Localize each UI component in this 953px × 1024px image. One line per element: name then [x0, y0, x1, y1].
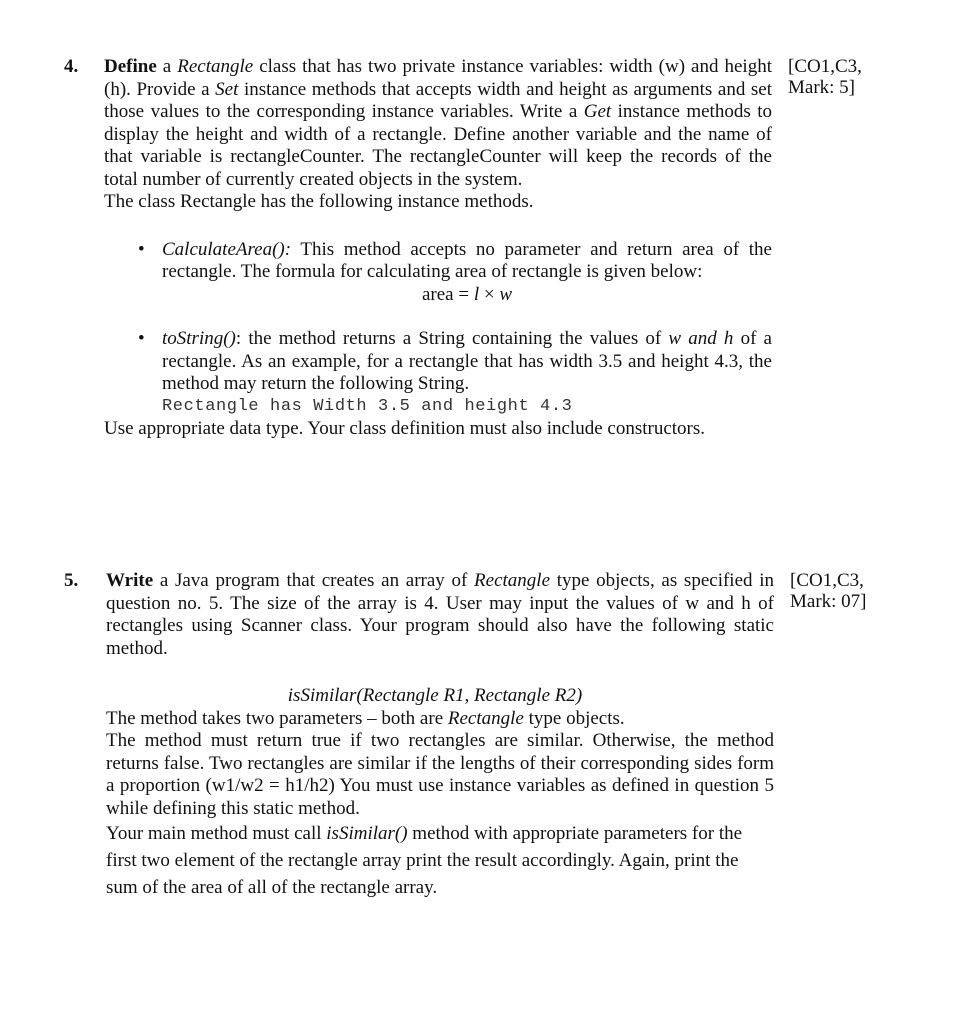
method-name: toString()	[162, 328, 236, 349]
methods-intro: The class Rectangle has the following instance methods.	[104, 191, 534, 212]
example-output: Rectangle has Width 3.5 and height 4.3	[162, 396, 573, 416]
question-4-intro: Define a Rectangle class that has two private instance variables: width (w) and height (h). Provide a Set instance methods that accepts width and height as arguments and set those values to the corresponding instance variables. Write a Get instance methods to display the height and width of a rectangle. Define another variable and the name of that variable is rectangleCounter. The rectangleCounter will keep the records of the total number of currently created objects in the system.	[104, 56, 773, 190]
list-item-calculate-area: • CalculateArea(): This method accepts no parameter and return area of the rectangle. The formula for calculating area of rectangle is given below:	[138, 238, 772, 282]
question-5-intro: Write a Java program that creates an array of Rectangle type objects, as specified in question no. 5. The size of the array is 4. User may input the values of w and h of rectangles using Scanner class. Your program should also have the following static method.	[106, 570, 774, 659]
question-number: 4.	[64, 56, 79, 77]
question-body	[104, 56, 772, 441]
list-item-tostring: • toString(): the method returns a String containing the values of w and h of a rectangle. As an example, for a rectangle that has width 3.5 and height 4.3, the method may return the following String. Rectangle has Width 3.5 and height 4.3	[104, 328, 772, 418]
mark-label: [CO1,C3, Mark: 5]	[788, 56, 862, 98]
question-number: 5.	[64, 570, 79, 591]
bullet-icon: •	[138, 328, 145, 349]
methods-list	[104, 239, 772, 284]
method-signature: isSimilar(Rectangle R1, Rectangle R2)	[287, 685, 583, 706]
methods-list-2	[104, 328, 772, 418]
method-name: CalculateArea():	[162, 238, 292, 260]
closing-note: Use appropriate data type. Your class definition must also include constructors.	[104, 418, 706, 439]
mark-label: [CO1,C3, Mark: 07]	[790, 570, 867, 612]
bullet-icon: •	[138, 238, 145, 260]
similarity-description: The method must return true if two rectangles are similar. Otherwise, the method returns false. Two rectangles are similar if the lengths of their corresponding sides form a proportion (w1/w2 = h1/h2) You must use instance variables as defined in question 5 while defining this static method.	[106, 730, 774, 819]
area-formula: area = l × w	[421, 283, 513, 305]
main-method-description: Your main method must call isSimilar() method with appropriate parameters for the first two element of the rectangle array print the result accordingly. Again, print the sum of the area of all of the rectangle array.	[106, 823, 743, 898]
question-body	[106, 570, 774, 901]
param-description: The method takes two parameters – both are Rectangle type objects.	[106, 707, 625, 729]
